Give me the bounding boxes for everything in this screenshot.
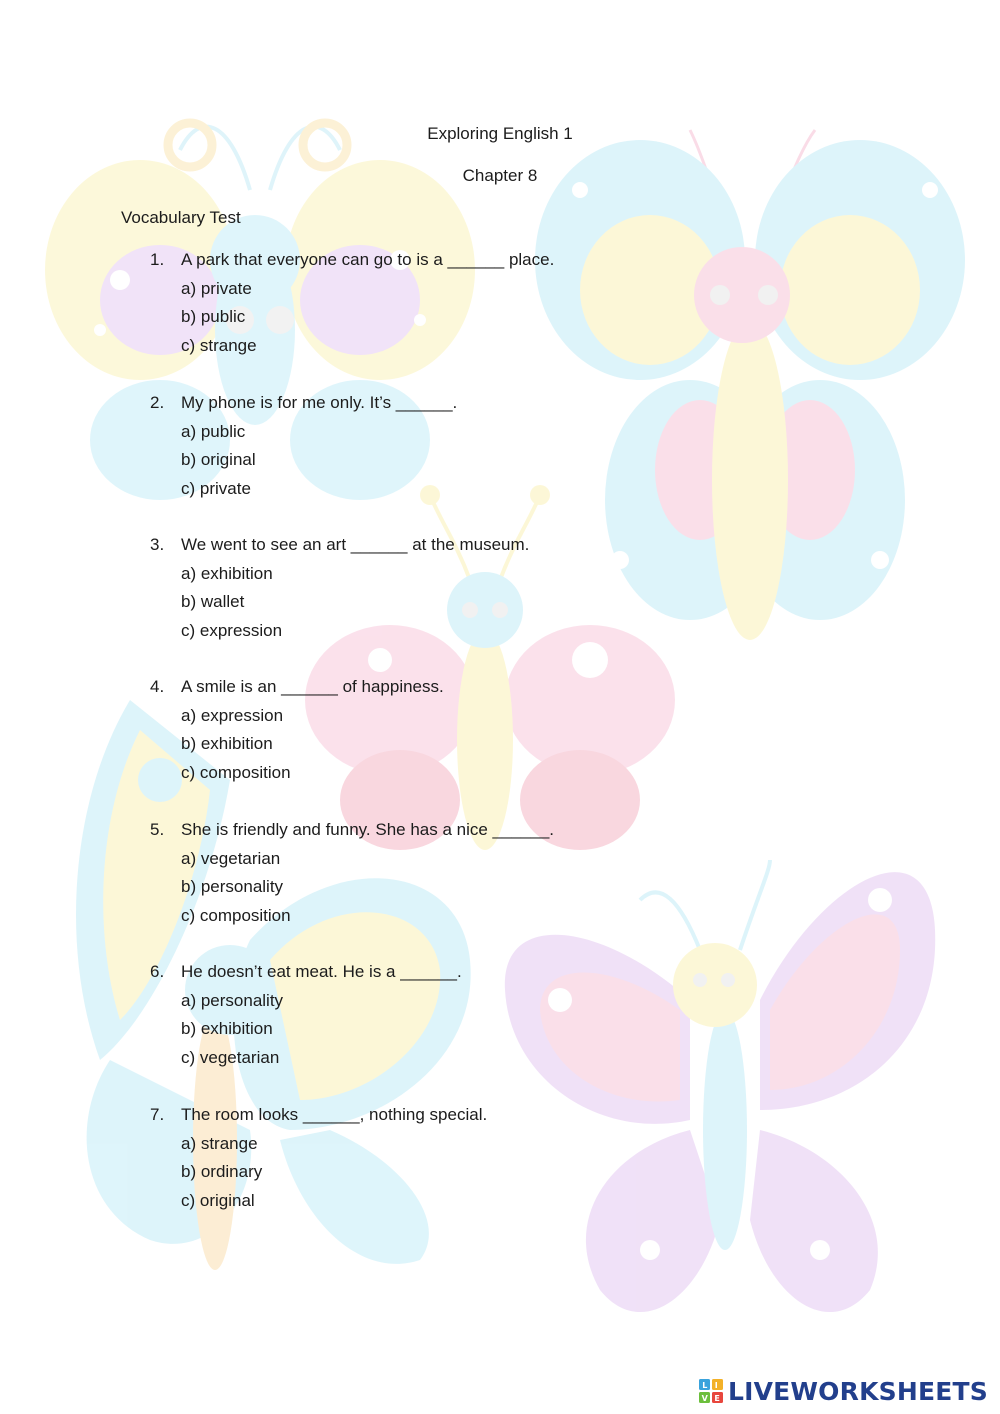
answer-option[interactable]: a) vegetarian xyxy=(181,848,281,868)
answer-option[interactable]: b) exhibition xyxy=(181,1019,273,1038)
answer-option[interactable]: a) private xyxy=(181,278,252,298)
question-text: My phone is for me only. It’s ______. xyxy=(181,393,458,412)
answer-option[interactable]: c) strange xyxy=(181,335,257,355)
question-4 xyxy=(150,676,850,790)
question-6 xyxy=(150,961,850,1075)
answer-option[interactable]: a) personality xyxy=(181,990,284,1010)
question-text: We went to see an art ______ at the museum. xyxy=(181,535,530,554)
question-text: The room looks ______, nothing special. xyxy=(181,1105,488,1124)
answer-option[interactable]: b) ordinary xyxy=(181,1162,263,1181)
answer-option[interactable]: b) exhibition xyxy=(181,734,273,753)
chapter-label: Chapter 8 xyxy=(462,166,538,185)
answer-option[interactable]: c) expression xyxy=(181,620,283,640)
question-number: 2. xyxy=(150,393,165,412)
question-number: 4. xyxy=(150,677,165,696)
question-2 xyxy=(150,392,850,506)
answer-option[interactable]: b) public xyxy=(181,307,246,326)
answer-option[interactable]: c) vegetarian xyxy=(181,1047,280,1067)
question-number: 6. xyxy=(150,962,165,981)
svg-text:L: L xyxy=(702,1381,708,1390)
question-5 xyxy=(150,819,850,933)
question-7 xyxy=(150,1104,850,1218)
question-text: He doesn’t eat meat. He is a ______. xyxy=(181,962,462,981)
worksheet-title: Exploring English 1 xyxy=(427,124,573,143)
answer-option[interactable]: a) expression xyxy=(181,705,284,725)
question-text: A smile is an ______ of happiness. xyxy=(181,677,444,696)
answer-option[interactable]: b) original xyxy=(181,450,256,469)
liveworksheets-wordmark: LIVEWORKSHEETS xyxy=(727,1376,988,1406)
answer-option[interactable]: a) public xyxy=(181,421,246,441)
question-3 xyxy=(150,534,850,648)
section-title: Vocabulary Test xyxy=(121,208,241,227)
question-1 xyxy=(150,249,850,363)
question-text: A park that everyone can go to is a ______ place. xyxy=(181,250,555,269)
answer-option[interactable]: a) exhibition xyxy=(181,563,273,583)
question-text: She is friendly and funny. She has a nice ______. xyxy=(181,820,554,839)
answer-option[interactable]: c) composition xyxy=(181,905,291,925)
question-number: 1. xyxy=(150,250,165,269)
liveworksheets-brand xyxy=(698,1376,988,1406)
liveworksheets-logo-icon xyxy=(698,1378,724,1404)
svg-text:E: E xyxy=(714,1394,720,1403)
question-number: 3. xyxy=(150,535,165,554)
answer-option[interactable]: a) strange xyxy=(181,1133,258,1153)
answer-option[interactable]: b) wallet xyxy=(181,592,245,611)
answer-option[interactable]: c) original xyxy=(181,1190,255,1210)
question-number: 7. xyxy=(150,1105,165,1124)
svg-text:V: V xyxy=(701,1394,708,1403)
svg-text:I: I xyxy=(714,1381,718,1390)
answer-option[interactable]: b) personality xyxy=(181,877,284,896)
answer-option[interactable]: c) private xyxy=(181,478,251,498)
answer-option[interactable]: c) composition xyxy=(181,762,291,782)
question-number: 5. xyxy=(150,820,165,839)
